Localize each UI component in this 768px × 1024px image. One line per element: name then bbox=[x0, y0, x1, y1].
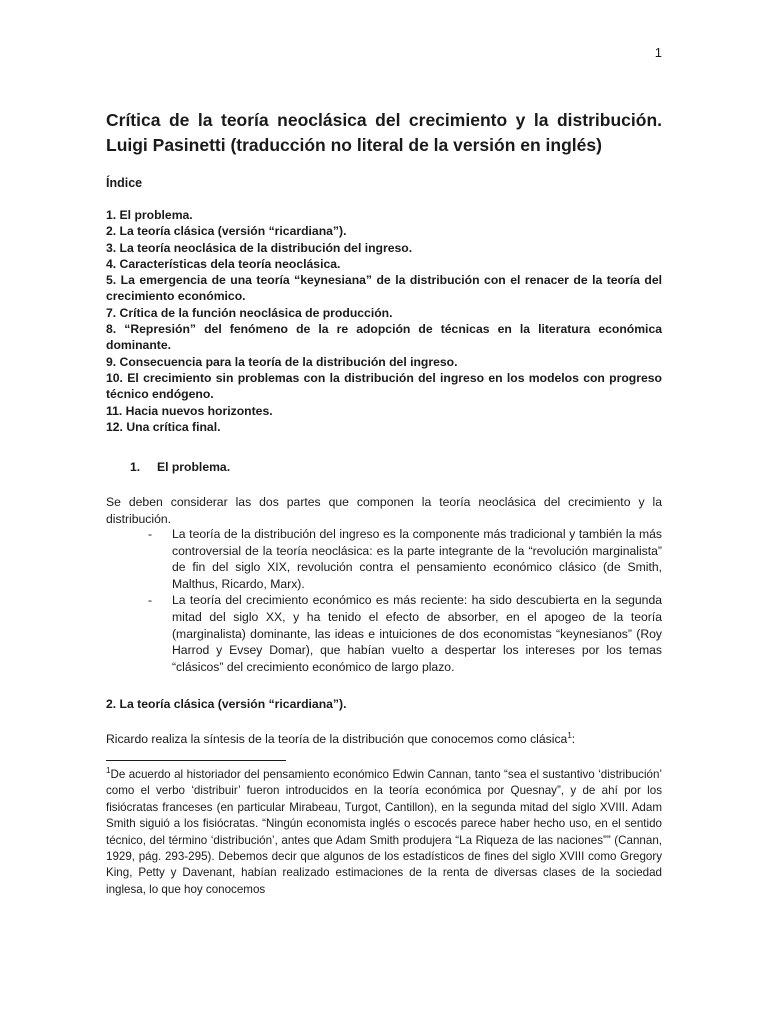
table-of-contents bbox=[106, 207, 662, 435]
document-title: Crítica de la teoría neoclásica del crecimiento y la distribución. Luigi Pasinetti (traducción no literal de la versión en inglés) bbox=[106, 110, 662, 155]
toc-item: 8. “Represión” del fenómeno de la re adopción de técnicas en la literatura económica dominante. bbox=[106, 322, 662, 353]
list-item bbox=[106, 592, 662, 675]
toc-item: 7. Crítica de la función neoclásica de producción. bbox=[106, 305, 393, 320]
bullet-text: La teoría del crecimiento económico es más reciente: ha sido descubierta en la segunda mitad del siglo XX, y ha tenido el efecto de absorber, en el apogeo de la teoría (marginalista) dominante, las ideas e intuiciones de dos economistas “keynesianos” (Roy Harrod y Evsey Domar), que habían vuelto a despertar los intereses por los temas “clásicos” del crecimiento económico de largo plazo. bbox=[172, 593, 662, 674]
section-1-title: El problema. bbox=[156, 460, 231, 474]
section-1-bullet-list bbox=[106, 526, 662, 675]
bullet-dash: - bbox=[148, 527, 153, 541]
index-heading: Índice bbox=[106, 176, 143, 190]
toc-item: 4. Características dela teoría neoclásica. bbox=[106, 256, 341, 271]
page-number: 1 bbox=[654, 45, 662, 60]
toc-item: 9. Consecuencia para la teoría de la distribución del ingreso. bbox=[106, 354, 458, 369]
footnote-marker: 1 bbox=[106, 766, 111, 776]
toc-item: 12. Una crítica final. bbox=[106, 419, 221, 434]
section-2-text: Ricardo realiza la síntesis de la teoría de la distribución que conocemos como clásica bbox=[106, 732, 568, 746]
toc-item: 11. Hacia nuevos horizontes. bbox=[106, 403, 273, 418]
section-2-heading: 2. La teoría clásica (versión “ricardiana”). bbox=[106, 697, 347, 711]
toc-item: 5. La emergencia de una teoría “keynesiana” de la distribución con el renacer de la teoría del crecimiento económico. bbox=[106, 273, 662, 304]
bullet-text: La teoría de la distribución del ingreso es la componente más tradicional y también la más controversial de la teoría neoclásica: es la parte integrante de la “revolución marginalista” de fin del siglo XIX, revolución contra el pensamiento económico clásico (de Smith, Malthus, Ricardo, Marx). bbox=[172, 527, 662, 591]
bullet-dash: - bbox=[148, 593, 153, 608]
section-2-paragraph bbox=[106, 731, 662, 748]
section-1-intro: Se deben considerar las dos partes que componen la teoría neoclásica del crecimiento y la distribución. bbox=[106, 495, 662, 526]
footnote-text: De acuerdo al historiador del pensamiento económico Edwin Cannan, tanto “sea el sustantivo ‘distribución’ como el verbo ‘distribuir’ fueron introducidos en la teoría económica por Quesnay”, y de ahí por los fisiócratas franceses (en particular Mirabeau, Turgot, Cantillon), en la segunda mitad del siglo XVIII. Adam Smith siguió a los fisiócratas. “Ningún economista inglés o escocés parece haber hecho uso, en el sentido técnico, del término ‘distribución’, antes que Adam Smith produjera “La Riqueza de las naciones”” (Cannan, 1929, pág. 293-295). Debemos decir que algunos de los estadísticos de fines del siglo XVIII como Gregory King, Petty y Davenant, habían realizado estimaciones de la renta de diversas clases de la sociedad inglesa, lo que hoy conocemos bbox=[106, 768, 662, 896]
list-item bbox=[106, 526, 662, 592]
toc-item: 10. El crecimiento sin problemas con la distribución del ingreso en los modelos con progreso técnico endógeno. bbox=[106, 370, 662, 402]
footnote bbox=[106, 767, 662, 898]
toc-item: 1. El problema. bbox=[106, 208, 193, 222]
toc-item: 3. La teoría neoclásica de la distribución del ingreso. bbox=[106, 240, 413, 255]
section-2-text-end: : bbox=[571, 732, 576, 746]
toc-item: 2. La teoría clásica (versión “ricardiana”). bbox=[106, 224, 347, 239]
footnote-reference[interactable]: 1 bbox=[567, 730, 572, 740]
footnote-separator bbox=[106, 760, 286, 761]
section-1-heading bbox=[130, 460, 230, 474]
section-1-number: 1. bbox=[130, 460, 141, 474]
